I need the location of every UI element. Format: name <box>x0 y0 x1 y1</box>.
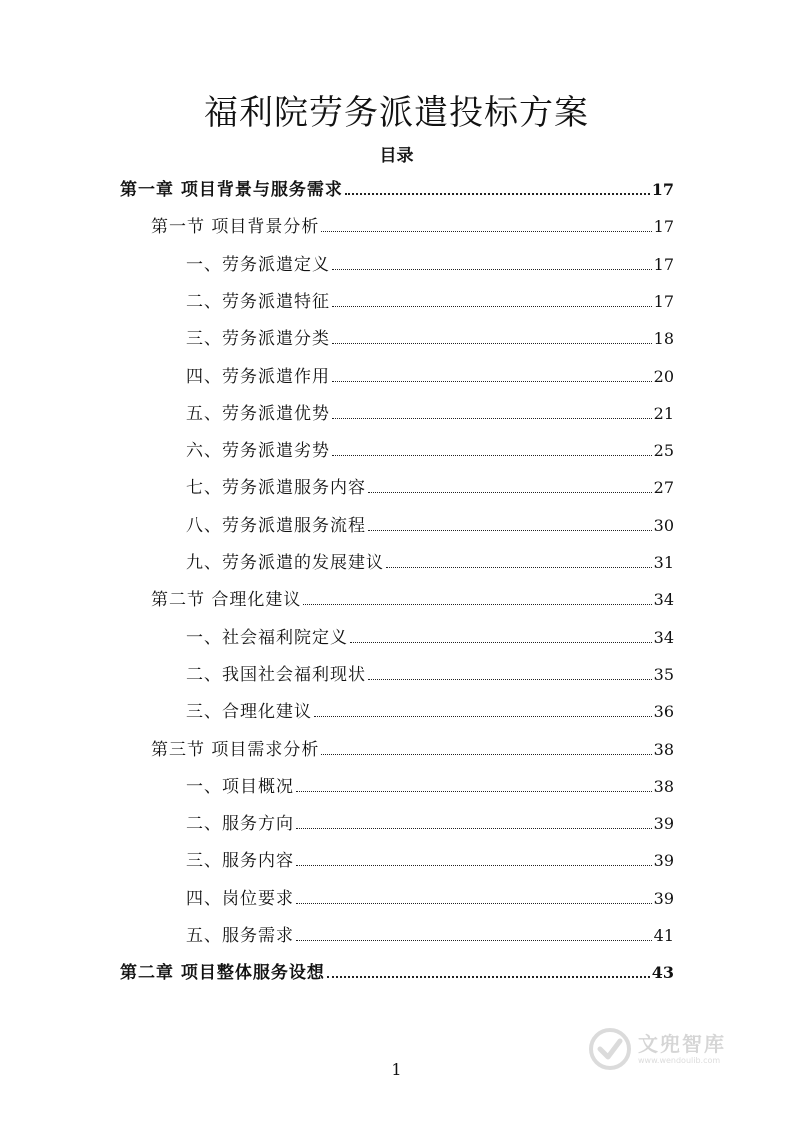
toc-entry[interactable] <box>186 772 674 802</box>
toc-dot-leader <box>332 455 652 456</box>
toc-entry-page: 17 <box>651 180 674 199</box>
toc-dot-leader <box>368 492 652 493</box>
toc-entry-label: 第二节 合理化建议 <box>151 590 302 611</box>
toc-entry[interactable] <box>151 585 674 615</box>
toc-entry[interactable] <box>186 846 674 876</box>
toc-entry[interactable] <box>186 697 674 727</box>
toc-dot-leader <box>321 754 651 755</box>
toc-entry-label: 三、合理化建议 <box>186 702 312 723</box>
toc-dot-leader <box>296 791 652 792</box>
toc-entry-page: 43 <box>651 963 674 983</box>
toc-entry-page: 17 <box>653 291 674 311</box>
toc-entry-label: 三、服务内容 <box>186 851 294 872</box>
toc-entry-page: 38 <box>653 739 674 759</box>
toc-dot-leader <box>332 269 652 270</box>
toc-entry-label: 第一节 项目背景分析 <box>151 217 320 238</box>
toc-entry-page: 34 <box>653 590 674 610</box>
toc-entry[interactable] <box>186 362 674 392</box>
toc-entry-page: 21 <box>653 403 674 423</box>
toc-entry-page: 25 <box>653 441 674 461</box>
toc-entry[interactable] <box>186 548 674 578</box>
toc-entry-label: 九、劳务派遣的发展建议 <box>186 553 384 573</box>
toc-entry-page: 30 <box>653 515 674 535</box>
toc-entry[interactable] <box>186 399 674 429</box>
toc-dot-leader <box>303 604 651 605</box>
toc-entry-label: 第三节 项目需求分析 <box>151 739 320 760</box>
toc-dot-leader <box>332 418 652 419</box>
toc-dot-leader <box>368 679 652 680</box>
toc-entry-label: 七、劳务派遣服务内容 <box>186 478 366 499</box>
toc-dot-leader <box>345 193 650 195</box>
toc-entry-label: 一、项目概况 <box>186 776 294 797</box>
toc-entry-label: 一、社会福利院定义 <box>186 627 348 648</box>
toc-entry-label: 四、劳务派遣作用 <box>186 366 330 387</box>
toc-entry-label: 二、服务方向 <box>186 814 294 835</box>
toc-entry-label: 二、我国社会福利现状 <box>186 664 366 685</box>
toc-entry-page: 39 <box>653 888 674 908</box>
toc-entry-page: 34 <box>653 627 674 647</box>
toc-entry-label: 三、劳务派遣分类 <box>186 329 330 350</box>
toc-dot-leader <box>332 343 652 344</box>
toc-dot-leader <box>368 530 652 531</box>
toc-dot-leader <box>296 865 652 866</box>
toc-entry-page: 20 <box>653 366 674 386</box>
toc-heading: 目录 <box>379 146 414 166</box>
toc-dot-leader <box>327 976 650 978</box>
toc-dot-leader <box>350 642 652 643</box>
toc-dot-leader <box>296 940 652 941</box>
toc-entry-page: 38 <box>653 776 674 796</box>
toc-entry[interactable] <box>186 511 674 541</box>
toc-entry-label: 四、岗位要求 <box>186 888 294 909</box>
toc-entry[interactable] <box>151 735 674 765</box>
toc-entry-page: 18 <box>653 329 674 349</box>
toc-entry-label: 第一章 项目背景与服务需求 <box>120 180 343 200</box>
toc-dot-leader <box>332 306 652 307</box>
toc-entry[interactable] <box>120 175 674 205</box>
toc-entry-label: 五、服务需求 <box>186 926 294 946</box>
toc-entry-page: 36 <box>653 702 674 722</box>
toc-entry-label: 五、劳务派遣优势 <box>186 403 330 424</box>
toc-entry-page: 31 <box>653 553 674 572</box>
toc-entry[interactable] <box>186 436 674 466</box>
toc-dot-leader <box>332 381 652 382</box>
toc-entry[interactable] <box>186 921 674 951</box>
document-title: 福利院劳务派遣投标方案 <box>204 93 589 133</box>
toc-entry-page: 35 <box>653 664 674 684</box>
toc-entry[interactable] <box>186 324 674 354</box>
toc-entry-page: 17 <box>653 254 674 274</box>
toc-entry[interactable] <box>186 884 674 914</box>
toc-dot-leader <box>386 567 652 568</box>
watermark-url: www.wendoulib.com <box>638 1056 721 1065</box>
toc-dot-leader <box>296 903 652 904</box>
toc-entry[interactable] <box>186 250 674 280</box>
toc-entry-label: 一、劳务派遣定义 <box>186 254 330 275</box>
toc-entry-page: 27 <box>653 478 674 498</box>
toc-entry-label: 八、劳务派遣服务流程 <box>186 515 366 536</box>
toc-entry-label: 六、劳务派遣劣势 <box>186 441 330 462</box>
toc-entry-page: 39 <box>653 851 674 871</box>
toc-entry[interactable] <box>186 660 674 690</box>
page-number: 1 <box>391 1060 402 1079</box>
toc-entry[interactable] <box>186 473 674 503</box>
toc-entry[interactable] <box>120 958 674 988</box>
toc-entry[interactable] <box>186 287 674 317</box>
toc-dot-leader <box>296 828 652 829</box>
toc-entry-page: 17 <box>653 217 674 237</box>
toc-entry[interactable] <box>151 212 674 242</box>
toc-entry[interactable] <box>186 809 674 839</box>
watermark-name: 文兜智库 <box>638 1032 726 1056</box>
watermark <box>588 1022 758 1076</box>
wendou-logo-icon <box>588 1027 632 1071</box>
toc-entry-label: 二、劳务派遣特征 <box>186 291 330 312</box>
toc-entry-page: 39 <box>653 814 674 834</box>
toc-entry-label: 第二章 项目整体服务设想 <box>120 963 325 984</box>
toc-entry[interactable] <box>186 623 674 653</box>
toc-dot-leader <box>321 231 651 232</box>
toc-dot-leader <box>314 716 652 717</box>
toc-entry-page: 41 <box>653 926 674 945</box>
